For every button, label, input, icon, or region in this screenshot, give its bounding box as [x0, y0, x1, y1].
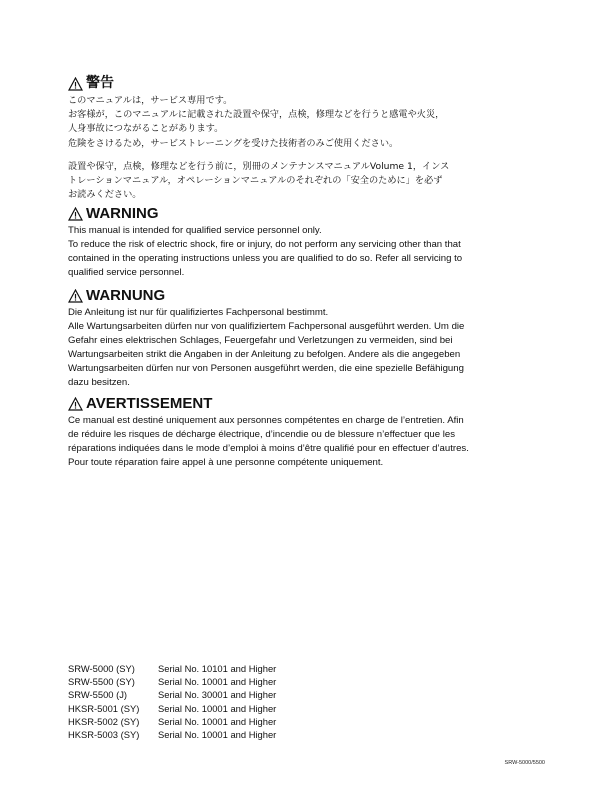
serial-range: Serial No. 10001 and Higher [158, 702, 277, 714]
serial-row [68, 715, 276, 728]
model-name: SRW-5000 (SY) [68, 663, 135, 674]
japanese-warning-section [68, 75, 498, 202]
serial-row [68, 675, 276, 688]
english-line: contained in the operating instructions unless you are qualified to do so. Refer all servicing to [68, 253, 463, 264]
japanese-warning-heading [68, 75, 498, 92]
japanese-line: 人身事故につながることがあります。 [68, 123, 224, 135]
warning-triangle-icon [68, 397, 83, 411]
warning-triangle-icon [68, 207, 83, 221]
german-warning-section [68, 287, 498, 390]
german-line: Gefahr eines elektrischen Schlages, Feuergefahr und Verletzungen zu vermeiden, sind bei [68, 335, 453, 346]
french-line: réparations indiquées dans le mode d’emploi à moins d’être qualifié pour en effectuer d’autres. [68, 443, 469, 454]
serial-range: Serial No. 30001 and Higher [158, 689, 277, 701]
japanese-line: トレーションマニュアル，オペレーションマニュアルのそれぞれの「安全のために」を必ず [68, 175, 443, 187]
document-code: SRW-5000/5500 [504, 760, 545, 766]
german-line: Alle Wartungsarbeiten dürfen nur von qualifiziertem Fachpersonal ausgeführt werden. Um die [68, 321, 465, 332]
english-warning-section [68, 205, 498, 280]
english-heading-text: WARNING [86, 205, 159, 222]
japanese-line: お読みください。 [68, 189, 142, 201]
french-line: Ce manual est destiné uniquement aux personnes compétentes en charge de l’entretien. Afin [68, 415, 464, 426]
model-name: SRW-5500 (J) [68, 689, 128, 701]
japanese-line: 設置や保守，点検，修理などを行う前に，別冊のメンテナンスマニュアルVolume 1，インス [68, 160, 450, 172]
japanese-line: お客様が，このマニュアルに記載された設置や保守，点検，修理などを行うと感電や火災， [68, 109, 445, 121]
french-line: Pour toute réparation faire appel à une personne compétente uniquement. [68, 457, 384, 468]
serial-range: Serial No. 10001 and Higher [158, 715, 277, 727]
serial-range: Serial No. 10001 and Higher [158, 729, 277, 741]
warning-triangle-icon [68, 77, 83, 91]
serial-row [68, 728, 276, 741]
serial-range: Serial No. 10101 and Higher [158, 663, 277, 674]
french-warning-section [68, 395, 498, 470]
german-line: dazu besitzen. [68, 377, 130, 388]
english-line: qualified service personnel. [68, 267, 185, 278]
serial-range: Serial No. 10001 and Higher [158, 676, 277, 688]
model-name: HKSR-5003 (SY) [68, 729, 140, 741]
english-line: To reduce the risk of electric shock, fire or injury, do not perform any servicing other than that [68, 239, 461, 250]
german-line: Wartungsarbeiten dürfen nur von Personen ausgeführt werden, die eine spezielle Befähigung [68, 363, 464, 374]
japanese-line: このマニュアルは，サービス専用です。 [68, 95, 233, 106]
english-line: This manual is intended for qualified service personnel only. [68, 225, 322, 236]
japanese-line: 危険をさけるため，サービストレーニングを受けた技術者のみご使用ください。 [68, 137, 399, 149]
japanese-heading-text: 警告 [86, 75, 114, 91]
french-heading-text: AVERTISSEMENT [86, 395, 213, 412]
french-warning-heading [68, 395, 498, 412]
german-line: Wartungsarbeiten strikt die Angaben in der Anleitung zu befolgen. Andere als die angegeben [68, 349, 461, 360]
serial-number-table [68, 662, 276, 741]
french-line: de réduire les risques de décharge électrique, d’incendie ou de blessure n’effectuer que les [68, 429, 456, 440]
model-name: HKSR-5001 (SY) [68, 702, 140, 714]
model-name: HKSR-5002 (SY) [68, 715, 140, 727]
german-line: Die Anleitung ist nur für qualifiziertes Fachpersonal bestimmt. [68, 307, 329, 318]
english-warning-heading [68, 205, 498, 222]
warning-triangle-icon [68, 289, 83, 303]
model-name: SRW-5500 (SY) [68, 676, 135, 688]
german-warning-heading [68, 287, 498, 304]
serial-row [68, 702, 276, 715]
german-heading-text: WARNUNG [86, 287, 166, 304]
serial-row [68, 688, 276, 701]
japanese-instruction-block [68, 160, 498, 203]
serial-row [68, 662, 276, 675]
